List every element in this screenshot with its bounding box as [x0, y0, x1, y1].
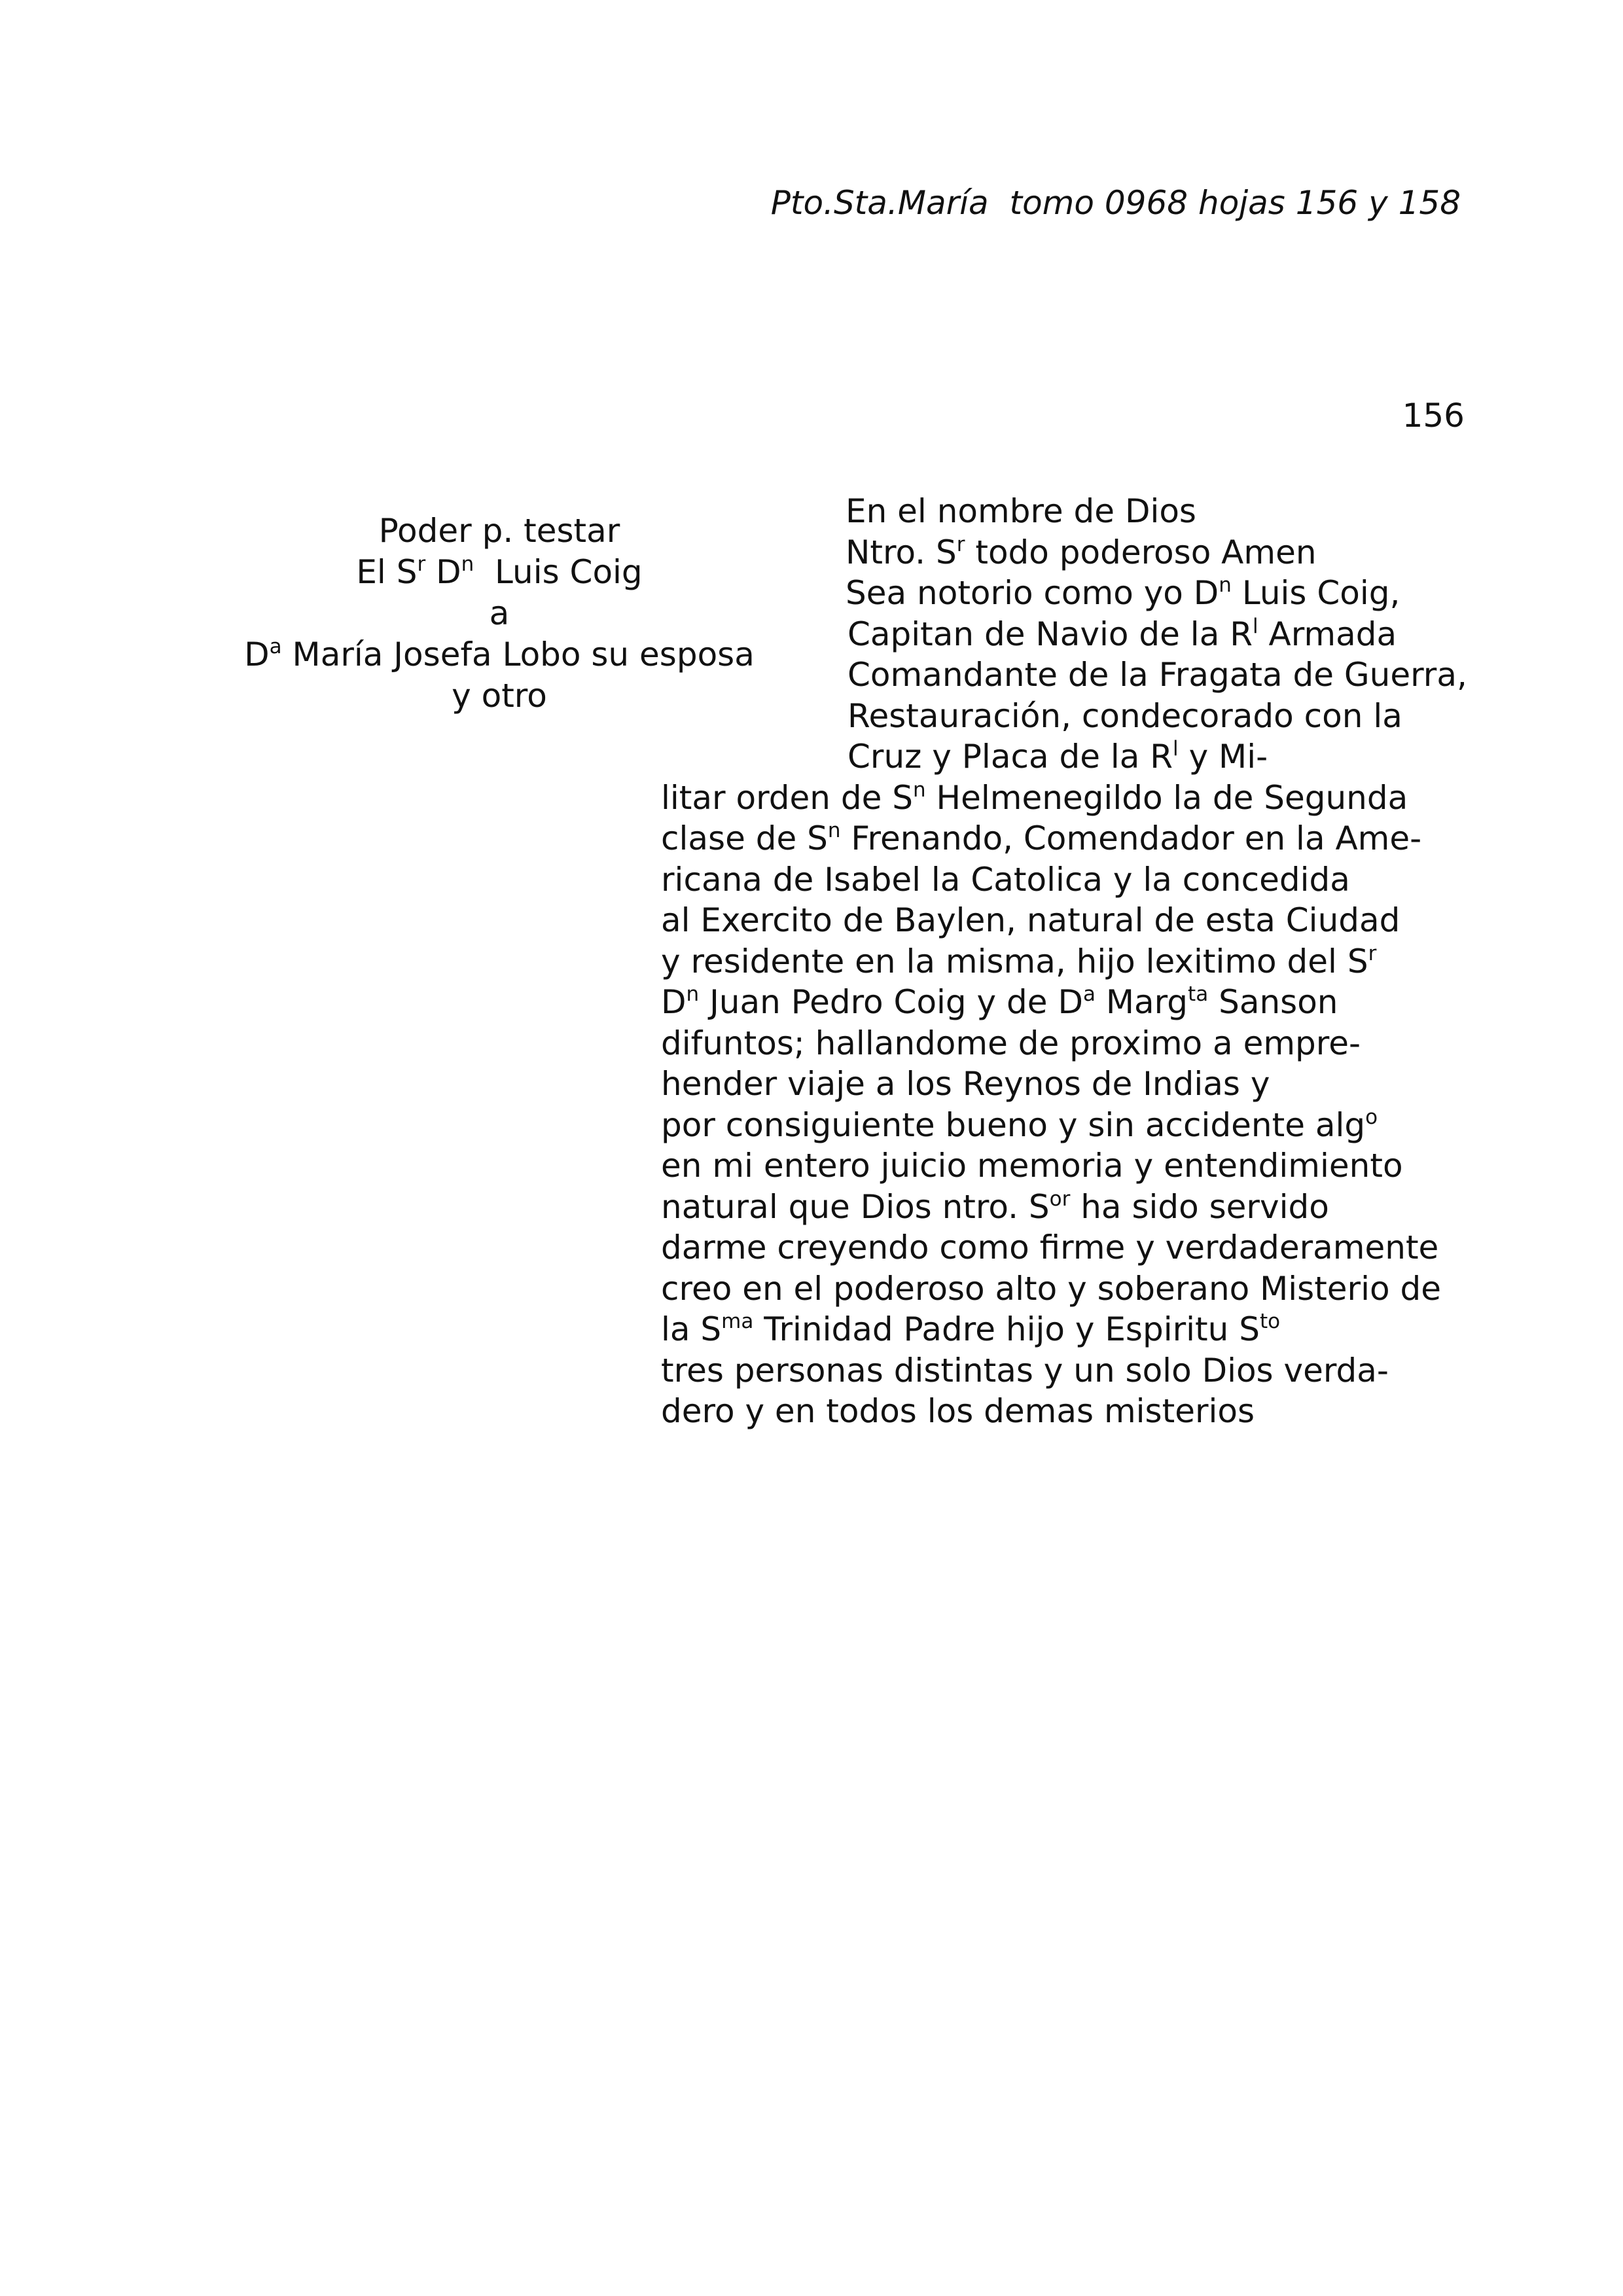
superscript-abbreviation: n [686, 982, 700, 1006]
body-line: difuntos; hallandome de proximo a empre- [661, 1024, 1361, 1062]
body-line: litar orden de $S^n$ Helmenegildo la de Segunda [661, 778, 1408, 817]
superscript-abbreviation: n [461, 552, 474, 576]
body-line: Capitan de Navio de la $R^l$ Armada [847, 614, 1397, 653]
body-line: $D^n$ Juan Pedro Coig y de $D^a$ Marg$^{ta}$ Sanson [661, 982, 1338, 1021]
superscript-abbreviation: r [956, 532, 965, 556]
superscript-abbreviation: to [1259, 1309, 1281, 1333]
superscript-abbreviation: r [417, 552, 426, 576]
body-line: En el nombre de Dios [846, 492, 1196, 530]
superscript-abbreviation: n [912, 778, 926, 802]
body-line: y residente en la misma, hijo lexitimo del $S^r$ [661, 941, 1377, 980]
body-line: Comandante de la Fragata de Guerra, [847, 656, 1467, 694]
body-line: Restauración, condecorado con la [847, 696, 1402, 735]
margin-note-line: y otro [452, 677, 547, 715]
superscript-abbreviation: l [1252, 614, 1258, 638]
superscript-abbreviation: r [1368, 941, 1377, 965]
superscript-abbreviation: l [1173, 736, 1179, 761]
document-body [661, 491, 1467, 1432]
superscript-abbreviation: ma [721, 1309, 754, 1333]
body-line: la $S^{ma}$ Trinidad Padre hijo y Espiritu $S^{to}$ [661, 1309, 1281, 1348]
margin-note-line: El $S^r$ $D^n$ Luis Coig [356, 552, 643, 591]
margin-note-line: Poder p. testar [378, 512, 620, 550]
body-line: tres personas distintas y un solo Dios verda- [661, 1351, 1389, 1390]
body-line: creo en el poderoso alto y soberano Misterio de [661, 1269, 1441, 1308]
body-line: Cruz y Placa de la $R^l$ y Mi- [847, 736, 1268, 776]
body-line: Sea notorio como yo $D^n$ Luis Coig, [846, 573, 1400, 612]
body-line: hender viaje a los Reynos de Indias y [661, 1065, 1270, 1103]
body-line: en mi entero juicio memoria y entendimiento [661, 1147, 1403, 1185]
page-number: 156 [1402, 397, 1465, 435]
margin-note-line: a [489, 594, 510, 632]
body-line: darme creyendo como firme y verdaderamente [661, 1229, 1439, 1266]
archive-reference: Pto.Sta.María tomo 0968 hojas 156 y 158 [770, 184, 1461, 222]
body-line: dero y en todos los demas misterios [661, 1392, 1255, 1430]
superscript-abbreviation: n [1219, 573, 1232, 597]
body-line: ricana de Isabel la Catolica y la concedida [661, 860, 1350, 899]
body-line: clase de $S^n$ Frenando, Comendador en la Ame- [661, 818, 1422, 857]
body-line: natural que Dios ntro. $S^{or}$ ha sido servido [661, 1187, 1329, 1226]
superscript-abbreviation: or [1049, 1187, 1071, 1211]
body-line: al Exercito de Baylen, natural de esta Ciudad [661, 901, 1400, 939]
superscript-abbreviation: ta [1188, 982, 1209, 1006]
body-line: Ntro. $S^r$ todo poderoso Amen [846, 532, 1317, 571]
superscript-abbreviation: a [1082, 982, 1096, 1006]
superscript-abbreviation: o [1365, 1105, 1378, 1129]
superscript-abbreviation: a [269, 634, 282, 658]
body-line: por consiguiente bueno y sin accidente alg$^o$ [661, 1105, 1378, 1144]
margin-note-line: $D^a$ María Josefa Lobo su esposa [244, 634, 755, 673]
superscript-abbreviation: n [827, 818, 841, 842]
